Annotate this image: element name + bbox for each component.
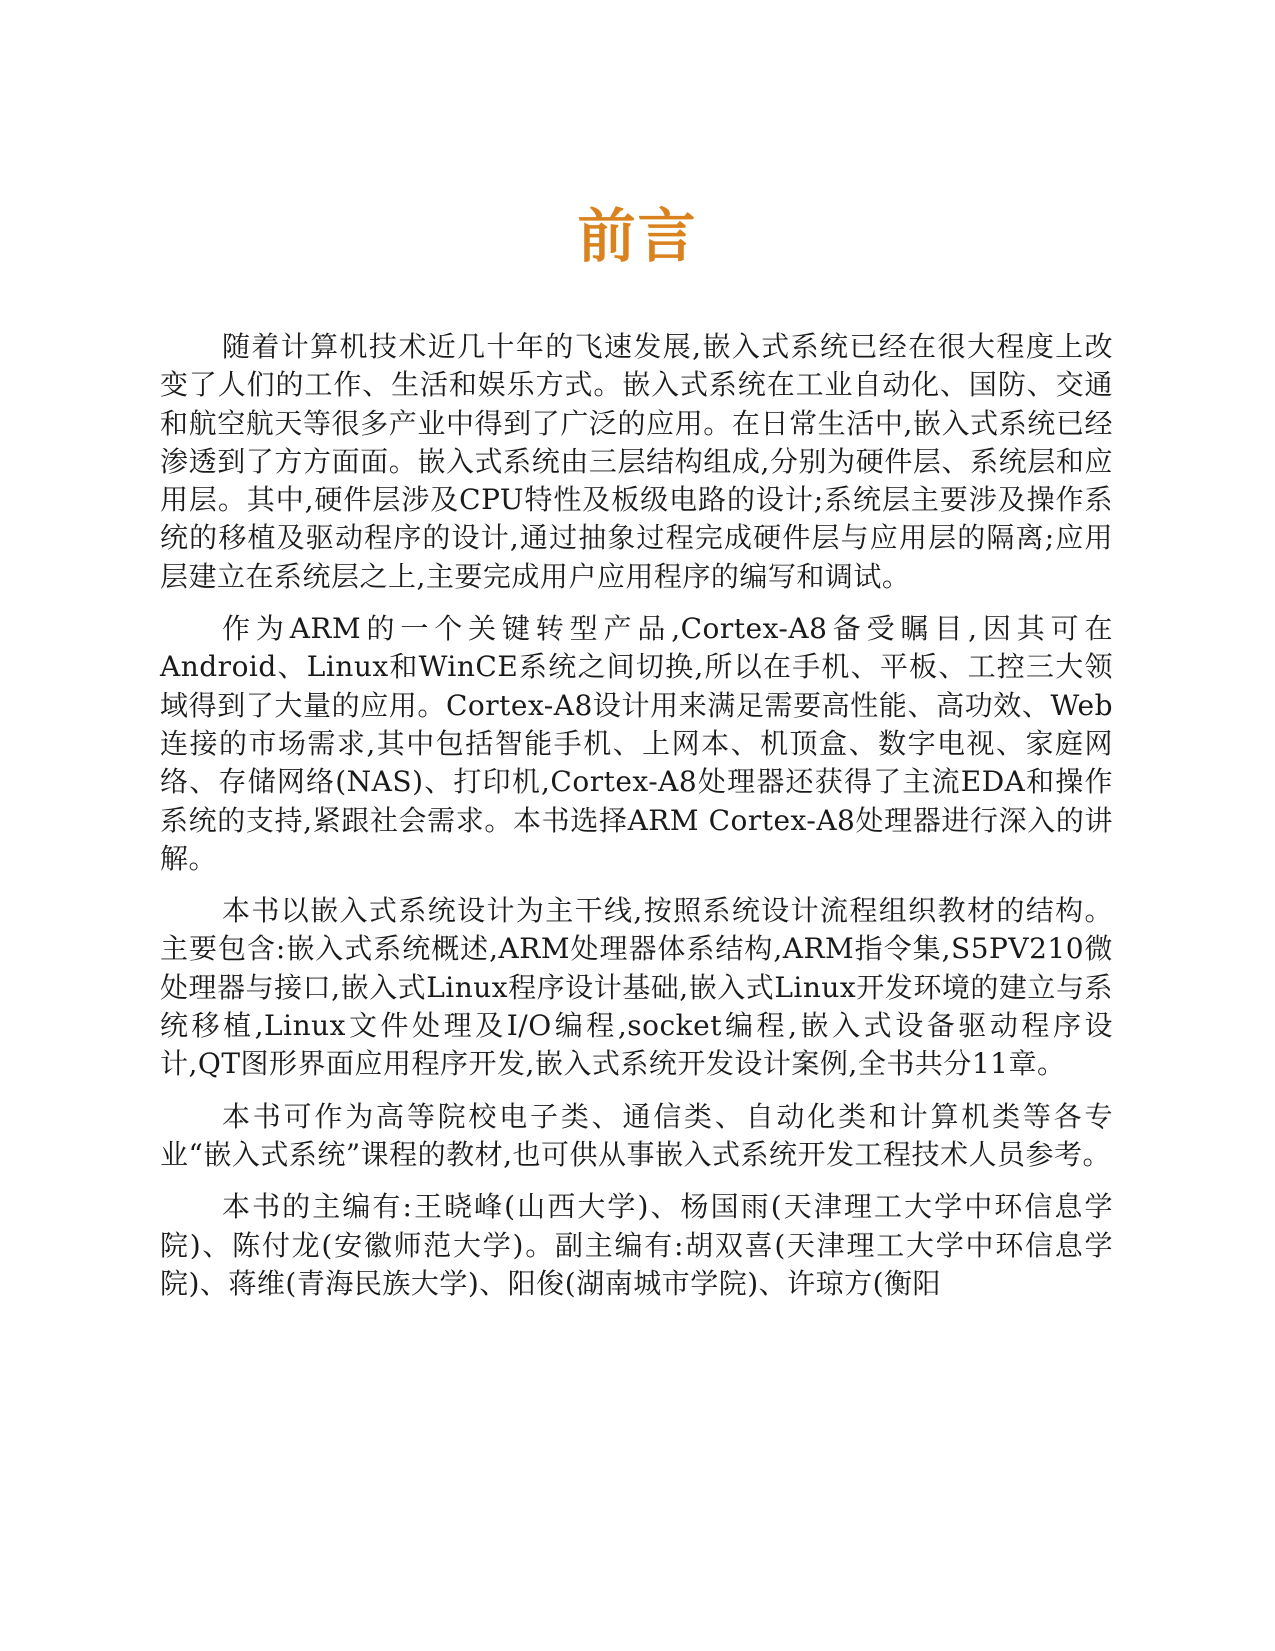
paragraph-1: 随着计算机技术近几十年的飞速发展,嵌入式系统已经在很大程度上改变了人们的工作、生活和娱乐方式。嵌入式系统在工业自动化、国防、交通和航空航天等很多产业中得到了广泛的应用。在日常生活中,嵌入式系统已经渗透到了方方面面。嵌入式系统由三层结构组成,分别为硬件层、系统层和应用层。其中,硬件层涉及CPU特性及板级电路的设计;系统层主要涉及操作系统的移植及驱动程序的设计,通过抽象过程完成硬件层与应用层的隔离;应用层建立在系统层之上,主要完成用户应用程序的编写和调试。 <box>160 330 1113 593</box>
body-text <box>160 328 1113 1317</box>
paragraph-4: 本书可作为高等院校电子类、通信类、自动化类和计算机类等各专业“嵌入式系统”课程的教材,也可供从事嵌入式系统开发工程技术人员参考。 <box>160 1099 1113 1171</box>
paragraph-5: 本书的主编有:王晓峰(山西大学)、杨国雨(天津理工大学中环信息学院)、陈付龙(安徽师范大学)。副主编有:胡双喜(天津理工大学中环信息学院)、蒋维(青海民族大学)、阳俊(湖南城市学院)、许琼方(衡阳 <box>160 1190 1113 1300</box>
paragraph-2: 作为ARM的一个关键转型产品,Cortex-A8备受瞩目,因其可在Android、Linux和WinCE系统之间切换,所以在手机、平板、工控三大领域得到了大量的应用。Cortex-A8设计用来满足需要高性能、高功效、Web连接的市场需求,其中包括智能手机、上网本、机顶盒、数字电视、家庭网络、存储网络(NAS)、打印机,Cortex-A8处理器还获得了主流EDA和操作系统的支持,紧跟社会需求。本书选择ARM Cortex-A8处理器进行深入的讲解。 <box>160 612 1113 875</box>
paragraph-3: 本书以嵌入式系统设计为主干线,按照系统设计流程组织教材的结构。主要包含:嵌入式系统概述,ARM处理器体系结构,ARM指令集,S5PV210微处理器与接口,嵌入式Linux程序设计基础,嵌入式Linux开发环境的建立与系统移植,Linux文件处理及I/O编程,socket编程,嵌入式设备驱动程序设计,QT图形界面应用程序开发,嵌入式系统开发设计案例,全书共分11章。 <box>160 894 1113 1081</box>
page-title: 前言 <box>577 202 698 270</box>
